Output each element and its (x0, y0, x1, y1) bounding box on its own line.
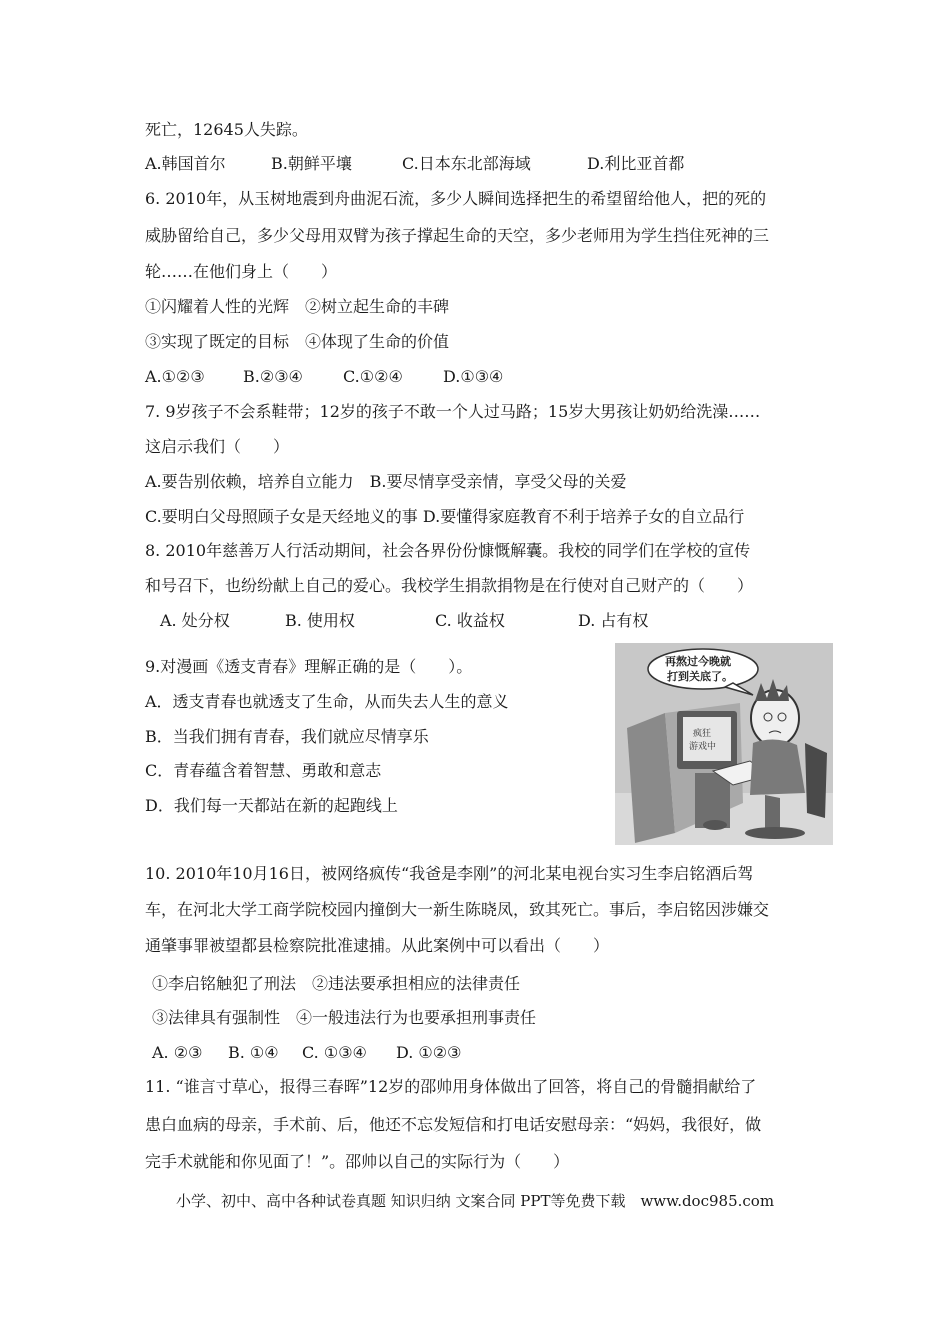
computer-tower (695, 773, 730, 828)
q10-option-b: B. ①④ (228, 1043, 279, 1062)
cartoon-image (615, 643, 833, 845)
q10-option-d: D. ①②③ (396, 1043, 462, 1062)
bubble-text-1: 再熬过今晚就 (665, 655, 731, 668)
q10-option-a: A. ②③ (152, 1043, 203, 1062)
chair (805, 743, 827, 818)
q8-stem-line-1: 8. 2010年慈善万人行活动期间，社会各界份份慷慨解囊。我校的同学们在学校的宣传 (145, 541, 751, 560)
screen-text-1: 疯狂 (693, 729, 712, 739)
boy-body (750, 739, 805, 795)
page-footer: 小学、初中、高中各种试卷真题 知识归纳 文案合同 PPT等免费下载 www.doc985.com (175, 1192, 775, 1210)
q6-item-line-1: ①闪耀着人性的光辉 ②树立起生命的丰碑 (145, 297, 450, 316)
q10-stem-line-2: 车，在河北大学工商学院校园内撞倒大一新生陈晓凤，致其死亡。事后，李启铭因涉嫌交 (145, 900, 770, 919)
q5-stem-tail: 死亡，12645人失踪。 (145, 120, 308, 139)
q6-option-a: A.①②③ (145, 367, 205, 386)
q10-item-line-1: ①李启铭触犯了刑法 ②违法要承担相应的法律责任 (152, 974, 521, 993)
q10-options (152, 1043, 461, 1063)
q5-option-b: B.朝鲜平壤 (271, 154, 352, 173)
q9-stem: 9.对漫画《透支青春》理解正确的是（ ）。 (145, 657, 473, 676)
q11-stem-line-3: 完手术就能和你见面了！”。邵帅以自己的实际行为（ ） (145, 1152, 570, 1171)
q6-item-line-2: ③实现了既定的目标 ④体现了生命的价值 (145, 332, 450, 351)
q5-option-d: D.利比亚首都 (587, 154, 685, 173)
q6-options (145, 367, 503, 387)
q9-option-b: B．当我们拥有青春，我们就应尽情享乐 (145, 727, 429, 746)
q10-item-line-2: ③法律具有强制性 ④一般违法行为也要承担刑事责任 (152, 1008, 537, 1027)
q11-stem-line-1: 11. “谁言寸草心，报得三春晖”12岁的邵帅用身体做出了回答，将自己的骨髓捐献给了 (145, 1077, 757, 1096)
q6-option-c: C.①②④ (343, 367, 403, 386)
q6-stem-line-1: 6. 2010年，从玉树地震到舟曲泥石流，多少人瞬间选择把生的希望留给他人，把的死的 (145, 189, 767, 208)
q8-option-c: C. 收益权 (435, 611, 505, 630)
q6-stem-line-2: 威胁留给自己，多少父母用双臂为孩子撑起生命的天空，多少老师用为学生挡住死神的三 (145, 226, 770, 245)
q9-option-a: A．透支青春也就透支了生命，从而失去人生的意义 (145, 692, 509, 711)
q9-option-d: D．我们每一天都站在新的起跑线上 (145, 796, 398, 815)
monitor-screen (683, 717, 731, 761)
q5-option-c: C.日本东北部海域 (402, 154, 531, 173)
q8-option-d: D. 占有权 (578, 611, 649, 630)
q8-option-a: A. 处分权 (160, 611, 230, 630)
q7-options-line-1: A.要告别依赖，培养自立能力 B.要尽情享受亲情，享受父母的关爱 (145, 472, 627, 491)
q7-stem-line-1: 7. 9岁孩子不会系鞋带；12岁的孩子不敢一个人过马路；15岁大男孩让奶奶给洗澡…… (145, 402, 761, 421)
q5-options (145, 154, 684, 174)
q9-option-c: C．青春蕴含着智慧、勇敢和意志 (145, 761, 382, 780)
q10-option-c: C. ①③④ (302, 1043, 367, 1062)
q5-option-a: A.韩国首尔 (145, 154, 226, 173)
q6-stem-line-3: 轮……在他们身上（ ） (145, 262, 338, 281)
q11-stem-line-2: 患白血病的母亲，手术前、后，他还不忘发短信和打电话安慰母亲：“妈妈，我很好，做 (145, 1115, 762, 1134)
q10-stem-line-1: 10. 2010年10月16日，被网络疯传“我爸是李刚”的河北某电视台实习生李启铭酒后驾 (145, 864, 754, 883)
q6-option-d: D.①③④ (443, 367, 504, 386)
q8-stem-line-2: 和号召下，也纷纷献上自己的爱心。我校学生捐款捐物是在行使对自己财产的（ ） (145, 576, 754, 595)
q10-stem-line-3: 通肇事罪被望都县检察院批准逮捕。从此案例中可以看出（ ） (145, 936, 610, 955)
q8-options (160, 611, 648, 631)
q8-option-b: B. 使用权 (285, 611, 355, 630)
bubble-text-2: 打到关底了。 (667, 670, 733, 683)
screen-text-2: 游戏中 (689, 742, 717, 752)
q7-stem-line-2: 这启示我们（ ） (145, 437, 290, 456)
q7-options-line-2: C.要明白父母照顾子女是天经地义的事 D.要懂得家庭教育不利于培养子女的自立品行 (145, 507, 745, 526)
q6-option-b: B.②③④ (243, 367, 303, 386)
